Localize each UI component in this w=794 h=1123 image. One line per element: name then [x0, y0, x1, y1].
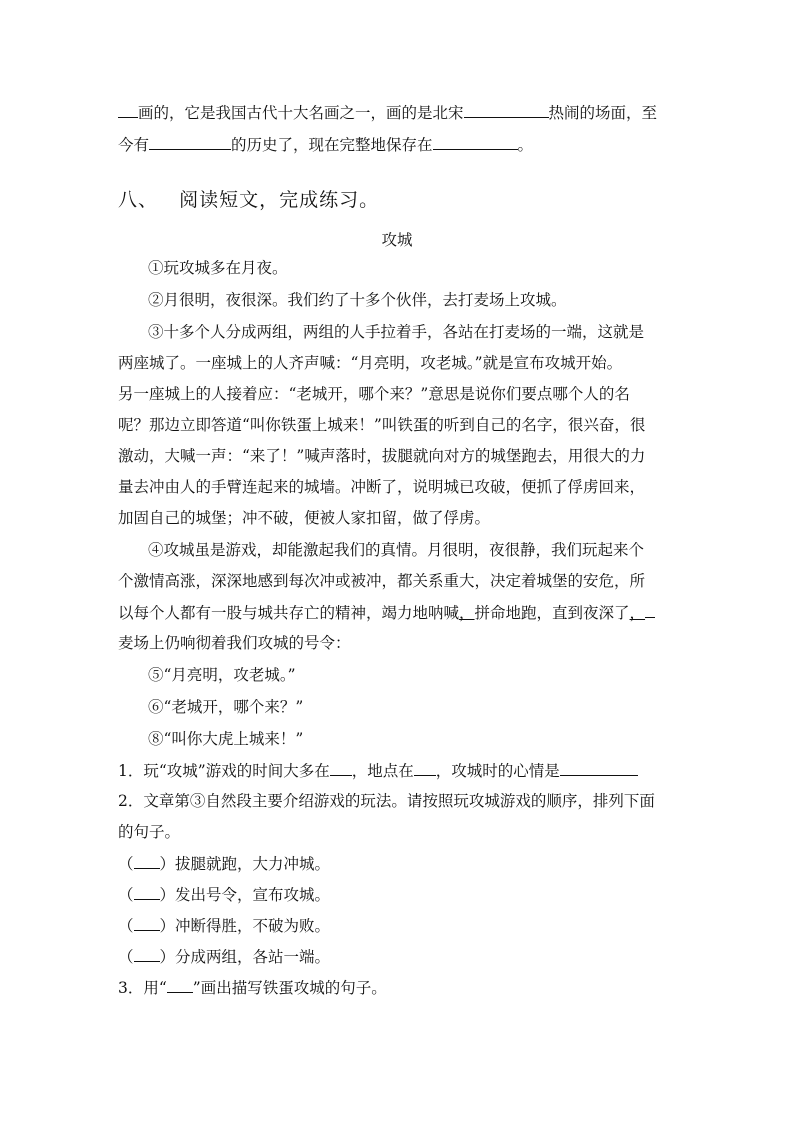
- bracket-close: ）: [159, 886, 176, 904]
- paragraph-8: ⑧“叫你大虎上城来！”: [148, 730, 304, 748]
- paragraph-3-line-1: ③十多个人分成两组，两组的人手拉着手，各站在打麦场的一端，这就是: [148, 323, 645, 341]
- underlined-comma: ，: [629, 604, 646, 622]
- text: 拼命地跑，直到夜深了: [474, 604, 630, 622]
- answer-blank[interactable]: [645, 602, 655, 618]
- answer-blank[interactable]: [134, 853, 160, 869]
- question-2-line-2: 的句子。: [118, 823, 181, 841]
- option-text: 发出号令，宣布攻城。: [175, 886, 331, 904]
- paragraph-3-line-2: 两座城了。一座城上的人齐声喊：“月亮明，攻老城。”就是宣布攻城开始。: [118, 354, 623, 372]
- text: 画的，它是我国古代十大名画之一，画的是北宋: [138, 104, 464, 122]
- answer-blank[interactable]: [560, 760, 638, 776]
- text: 热闹的场面，至: [548, 104, 658, 122]
- paragraph-3-line-7: 加固自己的城堡；冲不破，便被人家扣留，做了俘虏。: [118, 509, 491, 527]
- option-item: [118, 946, 678, 967]
- article-title: 攻城: [381, 231, 413, 249]
- paragraph-2: ②月很明，夜很深。我们约了十多个伙伴，去打麦场上攻城。: [148, 291, 567, 309]
- answer-blank[interactable]: [414, 760, 436, 776]
- text: ，地点在: [351, 762, 414, 780]
- paragraph-5: ⑤“月亮明，攻老城。”: [148, 666, 296, 684]
- answer-blank[interactable]: [134, 946, 160, 962]
- option-item: [118, 884, 678, 905]
- underline-sample: [167, 977, 193, 993]
- option-item: [118, 853, 678, 874]
- question-3: [118, 977, 678, 998]
- text: 3．用“: [118, 979, 167, 997]
- answer-blank[interactable]: [134, 915, 160, 931]
- paragraph-4-line-1: ④攻城虽是游戏，却能激起我们的真情。月很明，夜很静，我们玩起来个: [148, 541, 645, 559]
- answer-blank[interactable]: [149, 134, 231, 150]
- answer-blank[interactable]: [464, 102, 549, 118]
- section-title: 阅读短文，完成练习。: [179, 189, 380, 211]
- paragraph-4-line-2: 个激情高涨，深深地感到每次冲或被冲，都关系重大，决定着城堡的安危，所: [118, 572, 646, 590]
- paragraph-3-line-3: 另一座城上的人接着应：“老城开，哪个来？”意思是说你们要点哪个人的名: [118, 385, 630, 403]
- text: 的历史了，现在完整地保存在: [231, 136, 433, 154]
- paragraph-4-line-4: 麦场上仍响彻着我们攻城的号令：: [118, 634, 351, 652]
- bracket-close: ）: [159, 917, 176, 935]
- paragraph-3-line-6: 量去冲由人的手臂连起来的城墙。冲断了，说明城已攻破，便抓了俘虏回来，: [118, 478, 646, 496]
- bracket-close: ）: [159, 948, 176, 966]
- paragraph-4-line-3: [118, 602, 678, 623]
- bracket-close: ）: [159, 855, 176, 873]
- section-number: 八、: [118, 189, 159, 211]
- answer-blank[interactable]: [433, 134, 518, 150]
- underlined-comma: ，: [459, 604, 475, 622]
- bracket-open: （: [118, 917, 134, 935]
- bracket-open: （: [118, 948, 134, 966]
- section-heading: [118, 188, 678, 212]
- top-paragraph-line-2: [118, 134, 678, 155]
- paragraph-3-line-5: 激动，大喊一声：“来了！”喊声落时，拔腿就向对方的城堡跑去，用很大的力: [118, 447, 646, 465]
- paragraph-1: ①玩攻城多在月夜。: [148, 259, 288, 277]
- option-text: 冲断得胜，不破为败。: [175, 917, 331, 935]
- option-item: [118, 915, 678, 936]
- answer-blank[interactable]: [118, 102, 138, 118]
- text: ”画出描写铁蛋攻城的句子。: [192, 979, 387, 997]
- text: 以每个人都有一股与城共存亡的精神，竭力地呐喊: [118, 604, 460, 622]
- text: 1．玩“攻城”游戏的时间大多在: [118, 762, 330, 780]
- paragraph-3-line-4: 呢？那边立即答道“叫你铁蛋上城来！”叫铁蛋的听到自己的名字，很兴奋，很: [118, 416, 646, 434]
- question-2-line-1: 2．文章第③自然段主要介绍游戏的玩法。请按照玩攻城游戏的顺序，排列下面: [118, 792, 655, 810]
- text: ，攻城时的心情是: [435, 762, 560, 780]
- bracket-open: （: [118, 886, 134, 904]
- option-text: 拔腿就跑，大力冲城。: [175, 855, 331, 873]
- bracket-open: （: [118, 855, 134, 873]
- top-paragraph-line-1: [118, 102, 678, 123]
- answer-blank[interactable]: [134, 884, 160, 900]
- paragraph-6: ⑥“老城开，哪个来？”: [148, 698, 304, 716]
- text: 。: [517, 136, 534, 154]
- answer-blank[interactable]: [330, 760, 352, 776]
- question-1: [118, 760, 678, 781]
- option-text: 分成两组，各站一端。: [175, 948, 331, 966]
- text: 今有: [118, 136, 150, 154]
